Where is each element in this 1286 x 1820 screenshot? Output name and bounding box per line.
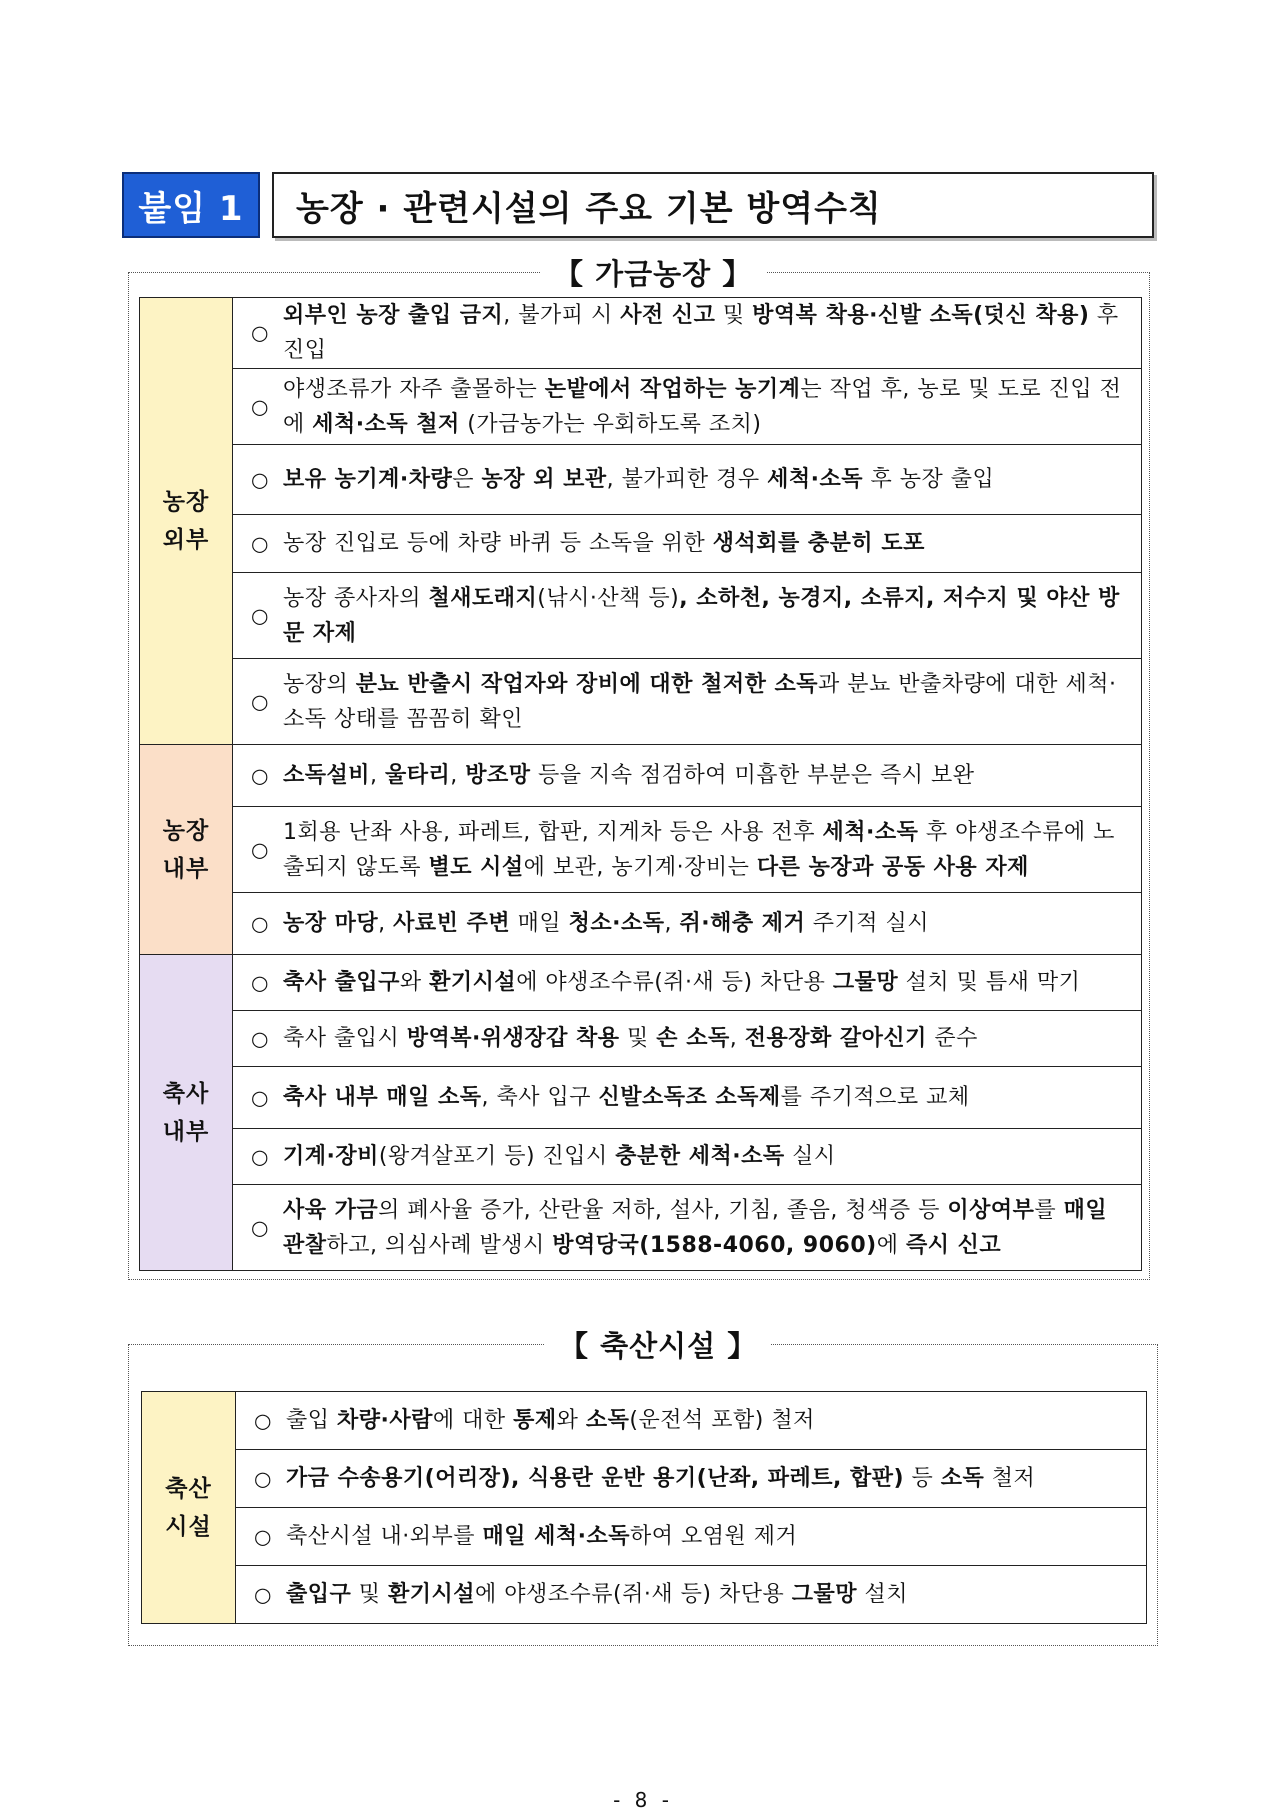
attachment-badge: 붙임 1 — [122, 172, 260, 238]
table-row — [140, 1067, 1142, 1129]
rule-text: 후 야생조수류에 노출되지 않도록 — [283, 819, 1115, 880]
rule-text: 손 소독 — [656, 1026, 730, 1051]
table-row — [142, 1508, 1147, 1566]
rule-item — [233, 573, 1142, 659]
rule-text: 하여 오염원 제거 — [630, 1524, 798, 1549]
rule-text: 철새도래지 — [428, 585, 538, 611]
rule-item — [233, 893, 1142, 955]
rule-text: 과 분뇨 반출차량에 대한 세척·소독 상태를 꼼꼼히 확인 — [283, 671, 1117, 732]
rule-text: 외부인 농장 출입 금지 — [283, 303, 504, 328]
rule-item — [233, 1067, 1142, 1129]
rule-text: 방역복·위생장갑 착용 — [406, 1026, 620, 1051]
rule-text: (낚시·산책 등) — [537, 585, 680, 611]
rule-text: 에 — [876, 1232, 906, 1258]
rule-text: 사육 가금 — [283, 1197, 379, 1223]
rule-text: 그물망 — [832, 970, 899, 995]
rule-text: 그물망 — [791, 1582, 857, 1607]
rule-text: 가금 수송용기(어리장), 식용란 운반 용기(난좌, 파레트, 합판) — [286, 1466, 905, 1491]
rule-text: 울타리 — [385, 763, 451, 788]
rule-text: 에 야생조수류(쥐·새 등) 차단용 — [516, 970, 833, 995]
bullet-icon: ○ — [254, 1524, 272, 1548]
rule-text: , — [664, 911, 680, 936]
rule-text: 생석회를 충분히 도포 — [712, 531, 925, 556]
table-row — [140, 1185, 1142, 1271]
bullet-icon: ○ — [251, 763, 269, 787]
rule-text: 별도 시설 — [428, 854, 524, 880]
rule-text: 후 농장 출입 — [863, 467, 995, 492]
table-row — [140, 515, 1142, 573]
rule-text: 및 — [351, 1582, 389, 1607]
rule-text: 매일 관찰 — [283, 1197, 1108, 1258]
rule-text: 환기시설 — [388, 1582, 476, 1607]
rule-item — [236, 1450, 1147, 1508]
poultry-farm-table — [139, 297, 1142, 1271]
rule-text: 실시 — [784, 1144, 836, 1169]
rule-text: 에 보관, 농기계·장비는 — [523, 854, 757, 880]
rule-text: 기계·장비 — [283, 1144, 379, 1169]
rule-text: 등을 지속 점검하여 미흡한 부분은 즉시 보완 — [530, 763, 975, 788]
table-row — [140, 1129, 1142, 1185]
table-row — [140, 445, 1142, 515]
rule-text: 보유 농기계·차량 — [283, 467, 453, 492]
rule-text: 축사 출입시 — [283, 1026, 407, 1051]
rule-text: 와 — [556, 1408, 586, 1433]
table-row — [140, 955, 1142, 1011]
rule-text: (가금농가는 우회하도록 조치) — [459, 411, 762, 437]
bullet-icon: ○ — [251, 603, 269, 627]
rule-text: 청소·소독 — [568, 911, 665, 936]
bullet-icon: ○ — [251, 394, 269, 418]
table-row — [142, 1566, 1147, 1624]
rule-text: 야생조류가 자주 출몰하는 — [283, 376, 545, 402]
rule-text: 매일 세척·소독 — [482, 1524, 631, 1549]
rule-text: 및 — [715, 303, 753, 328]
rule-text: 세척·소독 — [822, 819, 919, 845]
rule-text: (왕겨살포기 등) 진입시 — [378, 1144, 616, 1169]
rule-text: 와 — [399, 970, 430, 995]
livestock-facility-table — [141, 1391, 1147, 1624]
rule-text: , — [729, 1026, 745, 1051]
bullet-icon: ○ — [254, 1582, 272, 1606]
table-row — [140, 298, 1142, 369]
rule-text: 축사 내부 매일 소독 — [283, 1085, 482, 1110]
rule-text: (운전석 포함) 철저 — [629, 1408, 815, 1433]
rule-text: 농장 마당 — [283, 911, 379, 936]
category-cell: 축산 시설 — [142, 1392, 236, 1624]
rule-text: 후 진입 — [283, 303, 1119, 363]
bullet-icon: ○ — [251, 837, 269, 861]
rule-text: , 불가피 시 — [503, 303, 621, 328]
rule-text: 세척·소독 철저 — [312, 411, 460, 437]
rule-item — [233, 745, 1142, 807]
rule-text: 매일 — [510, 911, 569, 936]
rule-text: 사료빈 주변 — [393, 911, 511, 936]
bullet-icon: ○ — [251, 1215, 269, 1239]
rule-text: 환기시설 — [429, 970, 517, 995]
rule-text: 다른 농장과 공동 사용 자제 — [756, 854, 1029, 880]
bullet-icon: ○ — [254, 1466, 272, 1490]
rule-text: 축사 출입구 — [283, 970, 400, 995]
rule-text: 설치 및 틈새 막기 — [898, 970, 1081, 995]
rule-text: 에 대한 — [432, 1408, 514, 1433]
rule-item — [233, 1129, 1142, 1185]
rule-text: 에 야생조수류(쥐·새 등) 차단용 — [475, 1582, 792, 1607]
bullet-icon: ○ — [251, 531, 269, 555]
document-title: 농장 · 관련시설의 주요 기본 방역수칙 — [272, 172, 1154, 238]
rule-text: , — [378, 911, 394, 936]
rule-text: , — [450, 763, 466, 788]
rule-text: 등 — [904, 1466, 941, 1491]
rule-text: 소독 — [940, 1466, 985, 1491]
rule-text: 준수 — [926, 1026, 978, 1051]
rule-item — [233, 659, 1142, 745]
table-row — [140, 745, 1142, 807]
livestock-facility-title: 【 축산시설 】 — [545, 1324, 771, 1365]
bullet-icon: ○ — [251, 911, 269, 935]
rule-text: 를 — [1034, 1197, 1064, 1223]
rule-text: 은 — [452, 467, 482, 492]
rule-item — [233, 955, 1142, 1011]
rule-text: 통제 — [513, 1408, 557, 1433]
table-row — [140, 369, 1142, 445]
rule-text: 즉시 신고 — [905, 1232, 1002, 1258]
bullet-icon: ○ — [251, 320, 269, 345]
rule-text: 농장의 — [283, 671, 356, 697]
rule-text: 차량·사람 — [337, 1408, 433, 1433]
bullet-icon: ○ — [251, 1144, 269, 1168]
rule-text: , 축사 입구 — [481, 1085, 599, 1110]
rule-text: 의 폐사율 증가, 산란율 저하, 설사, 기침, 졸음, 청색증 등 — [378, 1197, 948, 1223]
rule-item — [233, 515, 1142, 573]
rule-text: 하고, 의심사례 발생시 — [326, 1232, 553, 1258]
rule-item — [233, 369, 1142, 445]
bullet-icon: ○ — [251, 970, 269, 994]
poultry-farm-title: 【 가금농장 】 — [540, 252, 766, 293]
rule-text: 소독설비 — [283, 763, 371, 788]
rule-text: 는 작업 후, 농로 및 도로 진입 전에 — [283, 376, 1122, 437]
rule-text: 1회용 난좌 사용, 파레트, 합판, 지게차 등은 사용 전후 — [283, 819, 823, 845]
rule-item — [236, 1566, 1147, 1624]
rule-item — [233, 1185, 1142, 1271]
rule-text: 설치 — [856, 1582, 908, 1607]
table-row — [140, 893, 1142, 955]
rule-text: 방조망 — [465, 763, 531, 788]
table-row — [140, 573, 1142, 659]
page-number: - 8 - — [613, 1788, 673, 1812]
category-cell: 농장 내부 — [140, 745, 233, 955]
rule-text: 충분한 세척·소독 — [615, 1144, 785, 1169]
document-header — [122, 172, 1154, 238]
rule-text: 및 — [619, 1026, 657, 1051]
rule-text: 쥐·해충 제거 — [679, 911, 806, 936]
rule-item — [236, 1508, 1147, 1566]
rule-text: 를 주기적으로 교체 — [780, 1085, 970, 1110]
rule-text: 이상여부 — [947, 1197, 1035, 1223]
category-cell: 농장 외부 — [140, 298, 233, 745]
rule-item — [233, 1011, 1142, 1067]
rule-text: 농장 종사자의 — [283, 585, 429, 611]
bullet-icon: ○ — [251, 1026, 269, 1050]
table-row — [140, 1011, 1142, 1067]
rule-text: 사전 신고 — [620, 303, 716, 328]
rule-item — [233, 298, 1142, 369]
rule-text: 방역복 착용·신발 소독(덧신 착용) — [752, 303, 1090, 328]
rule-item — [233, 807, 1142, 893]
rule-text: 축산시설 내·외부를 — [286, 1524, 483, 1549]
table-row — [140, 807, 1142, 893]
bullet-icon: ○ — [254, 1408, 272, 1432]
rule-text: , 소하천, 농경지, 소류지, 저수지 및 야산 방문 자제 — [283, 585, 1120, 646]
rule-text: 방역당국(1588-4060, 9060) — [552, 1232, 877, 1258]
rule-text: 분뇨 반출시 작업자와 장비에 대한 철저한 소독 — [355, 671, 818, 697]
bullet-icon: ○ — [251, 689, 269, 713]
rule-item — [233, 445, 1142, 515]
table-row — [142, 1392, 1147, 1450]
rule-text: , — [370, 763, 386, 788]
table-row — [140, 659, 1142, 745]
table-row — [142, 1450, 1147, 1508]
rule-text: 신발소독조 소독제 — [598, 1085, 781, 1110]
rule-text: 출입 — [286, 1408, 337, 1433]
rule-text: 주기적 실시 — [805, 911, 929, 936]
rule-text: 소독 — [585, 1408, 630, 1433]
rule-item — [236, 1392, 1147, 1450]
bullet-icon: ○ — [251, 1085, 269, 1109]
rule-text: 농장 외 보관 — [481, 467, 607, 492]
rule-text: 출입구 — [286, 1582, 352, 1607]
rule-text: 철저 — [984, 1466, 1036, 1491]
rule-text: 농장 진입로 등에 차량 바퀴 등 소독을 위한 — [283, 531, 713, 556]
rule-text: 논밭에서 작업하는 농기계 — [544, 376, 801, 402]
rule-text: 전용장화 갈아신기 — [744, 1026, 927, 1051]
bullet-icon: ○ — [251, 467, 269, 491]
category-cell: 축사 내부 — [140, 955, 233, 1271]
rule-text: 세척·소독 — [767, 467, 863, 492]
rule-text: , 불가피한 경우 — [606, 467, 768, 492]
